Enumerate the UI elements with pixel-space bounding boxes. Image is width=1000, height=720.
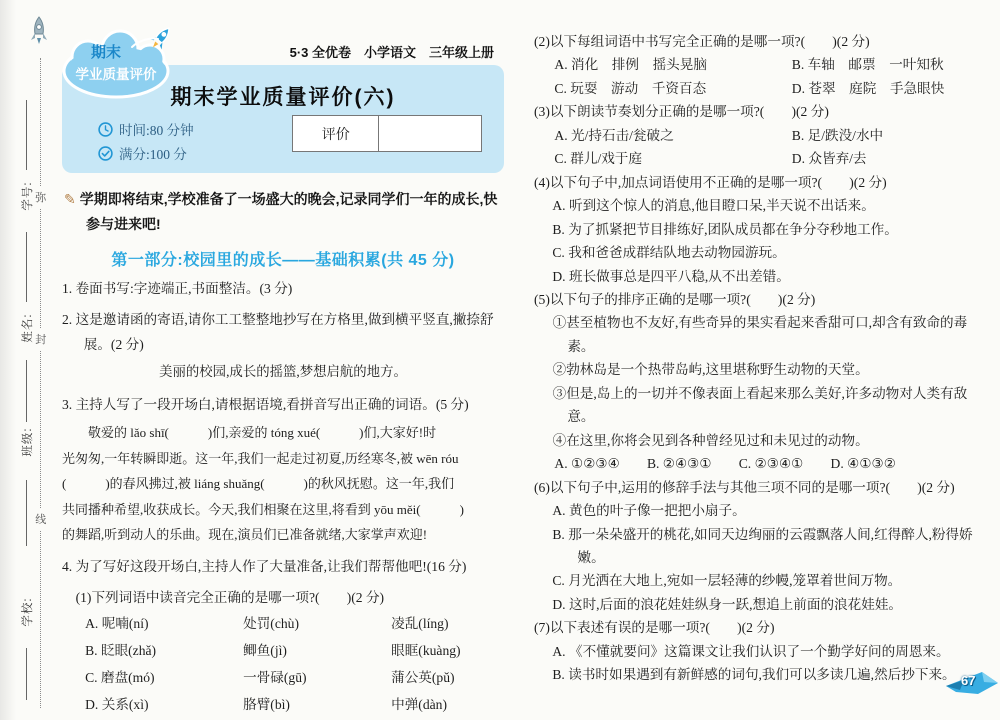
option-d: D. 众皆弃/去 bbox=[791, 151, 867, 167]
passage-line: 敬爱的 lǎo shī( )们,亲爱的 tóng xué( )们,大家好!时 bbox=[88, 425, 437, 440]
time-label: 时间:80 分钟 bbox=[119, 123, 194, 138]
evaluation-label: 评价 bbox=[293, 116, 379, 151]
seal-char: 封 bbox=[34, 328, 47, 350]
pinyin-passage bbox=[62, 420, 504, 548]
exam-spread bbox=[56, 0, 1000, 720]
option-row bbox=[62, 610, 504, 637]
passage-line: ( )的春风拂过,被 liáng shuǎng( )的秋风抚慰。这一年,我们 bbox=[62, 476, 455, 491]
option-b: B. 读书时如果遇到有新鲜感的词句,我们可以多读几遍,然后抄下来。 bbox=[552, 667, 956, 683]
option-c: C. 我和爸爸成群结队地去动物园游玩。 bbox=[552, 245, 786, 261]
option-b: B. 足/跌没/水中 bbox=[791, 127, 884, 143]
page-number-badge bbox=[944, 670, 1000, 696]
option-c-3: 蒲公英(pǔ) bbox=[391, 669, 455, 685]
option-row bbox=[534, 124, 986, 147]
series-title: 5·3 全优卷 小学语文 三年级上册 bbox=[289, 45, 494, 60]
binding-margin bbox=[0, 0, 56, 720]
intro-text bbox=[64, 187, 504, 237]
sentence-4: ④在这里,你将会见到各种曾经见过和未见过的动物。 bbox=[552, 432, 869, 448]
option-b-2: 鲫鱼(jì) bbox=[243, 642, 287, 658]
passage-line: 的舞蹈,听到动人的乐曲。现在,演员们已准备就绪,大家掌声欢迎! bbox=[62, 527, 428, 542]
rocket-icon bbox=[28, 16, 50, 50]
option-c-2: 一骨碌(gū) bbox=[243, 669, 307, 685]
right-column bbox=[534, 30, 986, 687]
intro-sentence: 学期即将结束,学校准备了一场盛大的晚会,记录同学们一年的成长,快参与进来吧! bbox=[79, 191, 498, 232]
clock-icon bbox=[98, 122, 113, 137]
question-2: 2. 这是邀请函的寄语,请你工工整整地抄写在方格里,做到横平竖直,撇捺舒展。(2 分) bbox=[62, 312, 494, 352]
answer-choices: A. ①②③④ B. ②④③① C. ②③④① D. ④①③② bbox=[554, 456, 896, 472]
question-4-5-stem: (5)以下句子的排序正确的是哪一项?( )(2 分) bbox=[534, 291, 816, 307]
option-c: C. 群儿/戏于庭 bbox=[554, 151, 642, 167]
copy-sentence: 美丽的校园,成长的摇篮,梦想启航的地方。 bbox=[159, 364, 407, 379]
school-blank bbox=[26, 480, 27, 546]
question-4-7-stem: (7)以下表述有误的是哪一项?( )(2 分) bbox=[534, 620, 775, 636]
score-label: 满分:100 分 bbox=[119, 147, 187, 162]
exam-meta bbox=[98, 117, 194, 165]
option-b: B. 那一朵朵盛开的桃花,如同天边绚丽的云霞飘落人间,红得醉人,粉得娇嫩。 bbox=[552, 526, 973, 565]
school-blank-2 bbox=[26, 648, 27, 700]
option-a: A. 消化 排例 摇头晃脑 bbox=[554, 57, 707, 73]
option-row bbox=[534, 147, 986, 170]
sentence-2: ②勃林岛是一个热带岛屿,这里堪称野生动物的天堂。 bbox=[552, 362, 869, 378]
option-a-2: 处罚(chù) bbox=[243, 615, 299, 631]
question-4-4-stem: (4)以下句子中,加点词语使用不正确的是哪一项?( )(2 分) bbox=[534, 174, 887, 190]
option-a: A. 听到这个惊人的消息,他目瞪口呆,半天说不出话来。 bbox=[552, 198, 875, 214]
question-4-6-stem: (6)以下句子中,运用的修辞手法与其他三项不同的是哪一项?( )(2 分) bbox=[534, 479, 955, 495]
option-c: C. 玩耍 游动 千资百态 bbox=[554, 80, 707, 96]
option-d: D. 苍翠 庭院 手急眼快 bbox=[791, 80, 945, 96]
option-a: A. 黄色的叶子像一把把小扇子。 bbox=[552, 503, 746, 519]
option-row bbox=[534, 77, 986, 100]
question-4-2-stem: (2)以下每组词语中书写完全正确的是哪一项?( )(2 分) bbox=[534, 34, 870, 49]
option-c: C. 磨盘(mó) bbox=[85, 669, 155, 685]
evaluation-blank bbox=[379, 116, 481, 151]
option-c: C. 月光洒在大地上,宛如一层轻薄的纱幔,笼罩着世间万物。 bbox=[552, 573, 902, 589]
class-label: 班级: bbox=[22, 427, 34, 457]
option-d: D. 这时,后面的浪花娃娃纵身一跃,想追上前面的浪花娃娃。 bbox=[552, 596, 903, 612]
name-label: 姓名: bbox=[22, 313, 34, 343]
page-title: 期末学业质量评价(六) bbox=[170, 86, 396, 109]
cloud-icon bbox=[64, 31, 168, 97]
option-a: A. 《不懂就要问》这篇课文让我们认识了一个勤学好问的周恩来。 bbox=[552, 643, 950, 659]
badge-line1: 期末 bbox=[90, 44, 122, 61]
evaluation-box bbox=[292, 115, 482, 152]
school-label: 学校: bbox=[22, 597, 34, 627]
pencil-icon: ✎ bbox=[64, 191, 76, 207]
option-b: B. 车轴 邮票 一叶知秋 bbox=[791, 57, 944, 73]
name-blank bbox=[26, 232, 27, 302]
question-4: 4. 为了写好这段开场白,主持人作了大量准备,让我们帮帮他吧!(16 分) bbox=[62, 558, 467, 574]
badge-line2: 学业质量评价 bbox=[75, 67, 157, 82]
option-a: A. 光/持石击/瓮破之 bbox=[554, 127, 674, 143]
option-b: B. 眨眼(zhǎ) bbox=[85, 642, 157, 658]
option-d: D. 关系(xì) bbox=[85, 696, 149, 712]
option-row bbox=[62, 664, 504, 691]
sentence-3: ③但是,岛上的一切并不像表面上看起来那么美好,许多动物对人类有敌意。 bbox=[552, 385, 968, 425]
option-d-2: 胳臂(bì) bbox=[243, 696, 290, 712]
question-1: 1. 卷面书写:字迹端正,书面整洁。(3 分) bbox=[62, 281, 293, 296]
option-row bbox=[534, 53, 986, 76]
option-b-3: 眼眶(kuàng) bbox=[391, 642, 461, 658]
option-d: D. 班长做事总是四平八稳,从不出差错。 bbox=[552, 268, 790, 284]
passage-line: 共同播种希望,收获成长。今天,我们相聚在这里,将看到 yōu měi( ) bbox=[62, 501, 464, 517]
sentence-1: ①甚至植物也不友好,有些奇异的果实看起来香甜可口,却含有致命的毒素。 bbox=[552, 315, 968, 354]
option-b: B. 为了抓紧把节目排练好,团队成员都在争分夺秒地工作。 bbox=[552, 221, 898, 237]
seal-char: 线 bbox=[34, 508, 47, 530]
option-row bbox=[62, 691, 504, 718]
term-badge bbox=[58, 23, 186, 107]
question-4-1-stem: (1)下列词语中读音完全正确的是哪一项?( )(2 分) bbox=[75, 589, 385, 605]
student-id-label: 学号: bbox=[22, 181, 34, 211]
page-number: 67 bbox=[961, 673, 976, 688]
option-a-3: 凌乱(líng) bbox=[391, 615, 449, 631]
question-4-3-stem: (3)以下朗读节奏划分正确的是哪一项?( )(2 分) bbox=[534, 104, 829, 120]
student-id-blank bbox=[26, 100, 27, 170]
left-column bbox=[62, 0, 504, 718]
passage-line: 光匆匆,一年转瞬即逝。这一年,我们一起走过初夏,历经寒冬,被 wēn róu bbox=[62, 450, 459, 466]
option-row bbox=[62, 637, 504, 664]
check-icon bbox=[98, 146, 113, 161]
question-3: 3. 主持人写了一段开场白,请根据语境,看拼音写出正确的词语。(5 分) bbox=[62, 397, 469, 412]
seal-char: 弥 bbox=[34, 186, 47, 208]
class-blank bbox=[26, 360, 27, 422]
option-d-3: 中弹(dàn) bbox=[391, 696, 447, 712]
option-a: A. 呢喃(ní) bbox=[85, 615, 149, 631]
seal-dotted-line bbox=[40, 58, 41, 708]
part1-heading: 第一部分:校园里的成长——基础积累(共 45 分) bbox=[111, 252, 455, 269]
